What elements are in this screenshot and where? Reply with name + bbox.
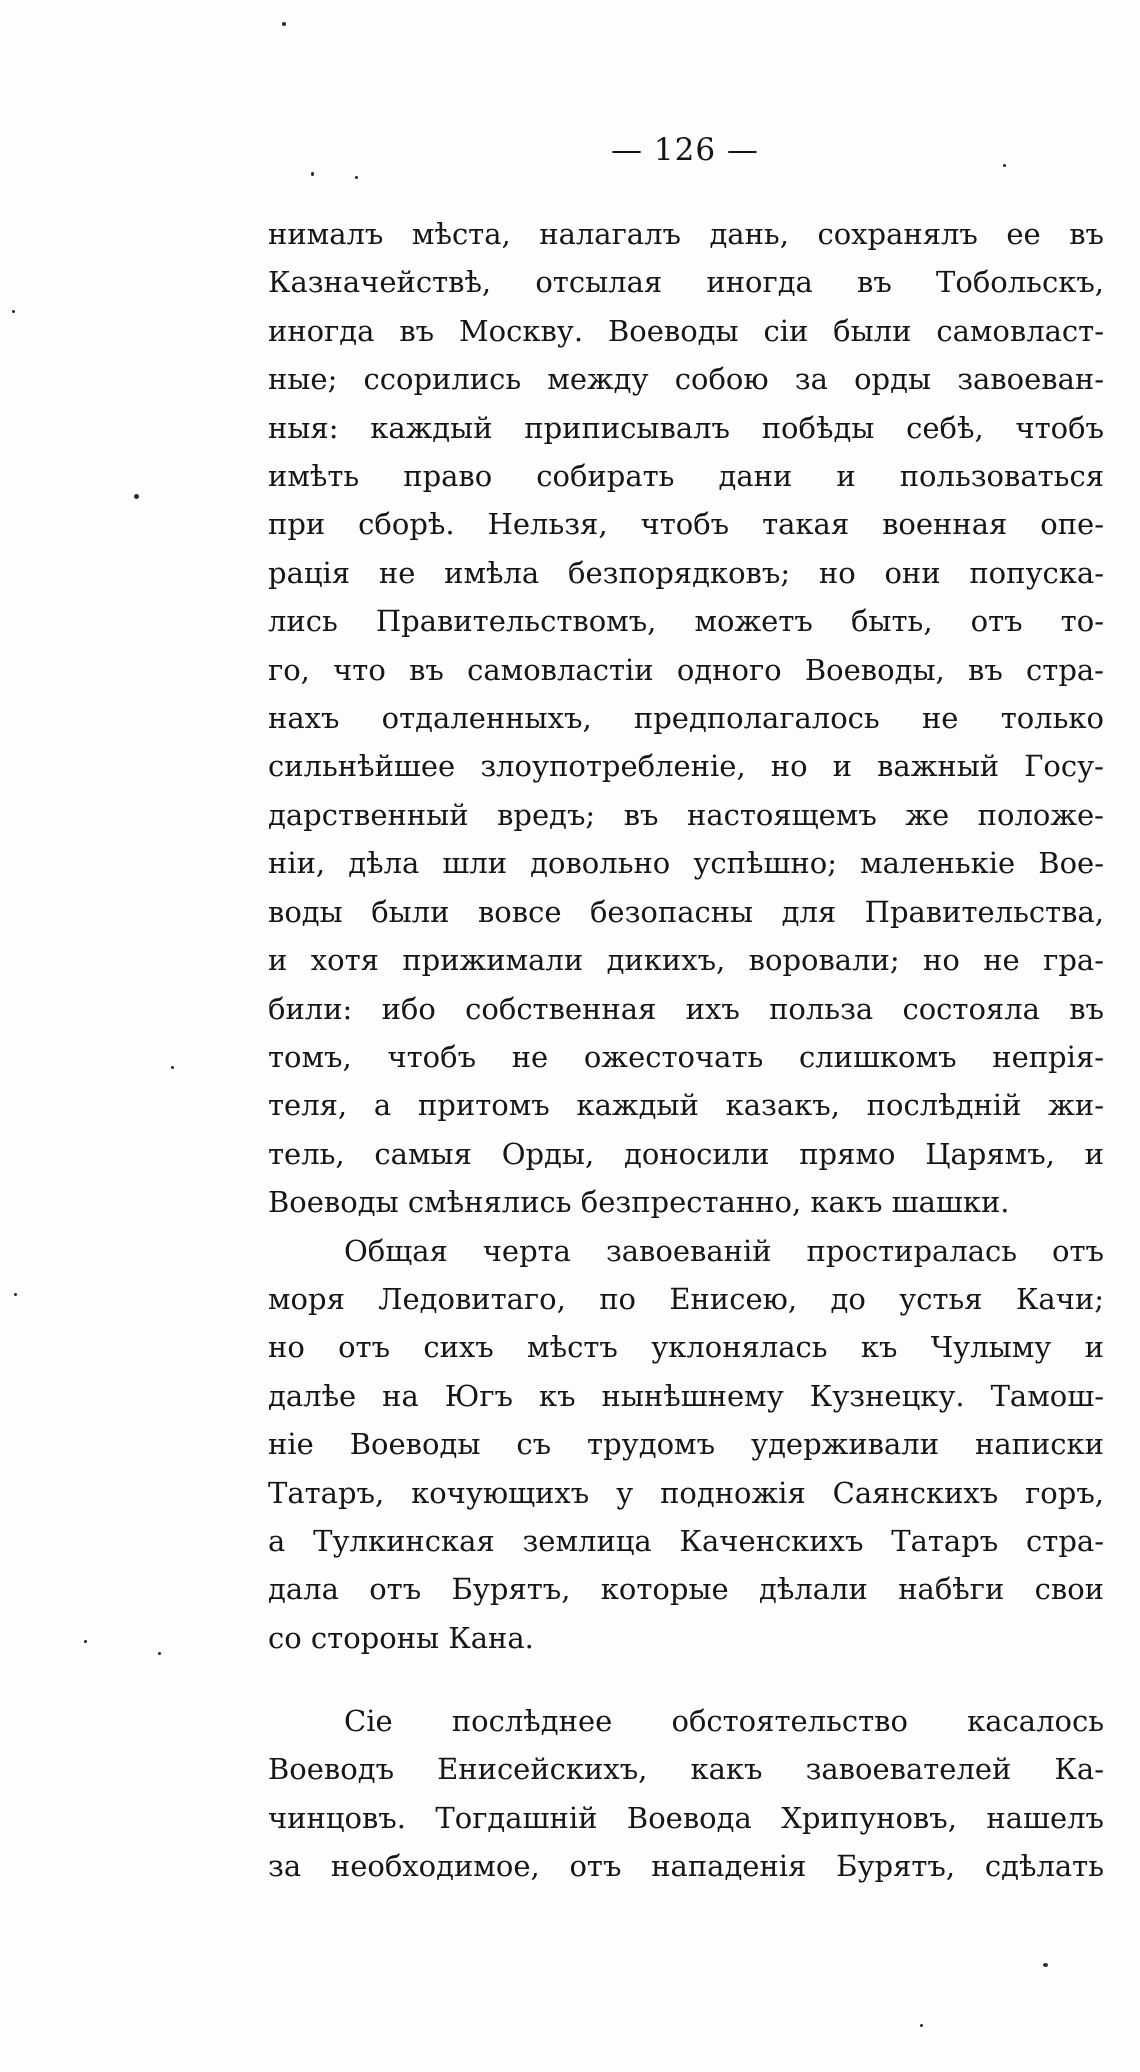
text-line: Казначействѣ, отсылая иногда въ Тобольскъ, (268, 265, 1104, 300)
text-line: ные; ссорились между собою за орды завоеван- (268, 362, 1104, 397)
text-line: лись Правительствомъ, можетъ быть, отъ то- (268, 604, 1104, 639)
text-line: а Тулкинская землица Каченскихъ Татаръ стра- (268, 1523, 1104, 1558)
scan-speck (84, 1640, 87, 1643)
text-line: чинцовъ. Тогдашній Воевода Хрипуновъ, нашелъ (268, 1800, 1104, 1835)
text-line: и хотя прижимали дикихъ, воровали; но не гра- (268, 943, 1104, 978)
main-text-upper (268, 210, 1104, 1662)
text-line: моря Ледовитаго, по Енисею, до устья Качи; (268, 1281, 1104, 1316)
scan-speck (134, 494, 139, 499)
text-line: Сіе послѣднее обстоятельство касалось (344, 1704, 1104, 1738)
text-line: ныя: каждый приписывалъ побѣды себѣ, чтобъ (268, 410, 1104, 445)
page-number: — 126 — (611, 132, 759, 168)
text-line: Воеводы смѣнялись безпрестанно, какъ шашки. (268, 1185, 1010, 1220)
text-line: били: ибо собственная ихъ польза состояла въ (268, 991, 1104, 1026)
text-line: со стороны Кана. (268, 1620, 534, 1655)
text-line: дарственный вредъ; въ настоящемъ же положе- (268, 797, 1104, 832)
text-line: томъ, чтобъ не ожесточать слишкомъ непрія- (268, 1039, 1104, 1074)
paragraph-3 (268, 1697, 1104, 1891)
text-line: но отъ сихъ мѣстъ уклонялась къ Чулыму и (268, 1330, 1104, 1365)
scan-speck (171, 1066, 174, 1069)
scan-speck (282, 22, 286, 26)
text-line: Общая черта завоеваній простиралась отъ (344, 1233, 1104, 1268)
text-line: тель, самыя Орды, доносили прямо Царямъ, и (268, 1136, 1104, 1171)
paragraph-2 (268, 1227, 1104, 1663)
scan-speck (311, 172, 314, 176)
paragraph-1 (268, 210, 1104, 1227)
text-line: воды были вовсе безопасны для Правительства, (268, 894, 1104, 929)
text-line: Татаръ, кочующихъ у подножія Саянскихъ горъ, (268, 1475, 1104, 1510)
text-line: дала отъ Бурятъ, которые дѣлали набѣги свои (268, 1572, 1104, 1607)
text-line: сильнѣйшее злоупотребленіе, но и важный Госу- (268, 749, 1104, 784)
text-line: теля, а притомъ каждый казакъ, послѣдній жи- (268, 1088, 1104, 1123)
scan-speck (1043, 1963, 1048, 1967)
text-line: иногда въ Москву. Воеводы сіи были самовласт- (268, 313, 1104, 348)
text-line: далѣе на Югъ къ нынѣшнему Кузнецку. Тамош- (268, 1378, 1104, 1413)
main-text-lower (268, 1697, 1104, 1891)
scan-speck (355, 176, 358, 179)
text-line: го, что въ самовластіи одного Воеводы, въ стра- (268, 652, 1104, 687)
text-line: рація не имѣла безпорядковъ; но они попуска- (268, 555, 1104, 590)
text-line: за необходимое, отъ нападенія Бурятъ, сдѣлать (268, 1849, 1104, 1884)
text-line: Воеводъ Енисейскихъ, какъ завоевателей Ка- (268, 1752, 1104, 1787)
scan-speck (12, 310, 15, 313)
text-line: имѣть право собирать дани и пользоваться (268, 459, 1104, 494)
text-line: нималъ мѣста, налагалъ дань, сохранялъ ее въ (268, 217, 1104, 251)
text-line: ніи, дѣла шли довольно успѣшно; маленькіе Вое- (268, 846, 1104, 881)
scan-speck (14, 1293, 17, 1296)
text-line: при сборѣ. Нельзя, чтобъ такая военная опе- (268, 507, 1104, 542)
scan-speck (1003, 164, 1006, 167)
scan-speck (158, 1652, 161, 1655)
text-line: ніе Воеводы съ трудомъ удерживали написки (268, 1427, 1104, 1462)
scan-speck (920, 2024, 923, 2027)
text-line: нахъ отдаленныхъ, предполагалось не только (268, 701, 1104, 736)
